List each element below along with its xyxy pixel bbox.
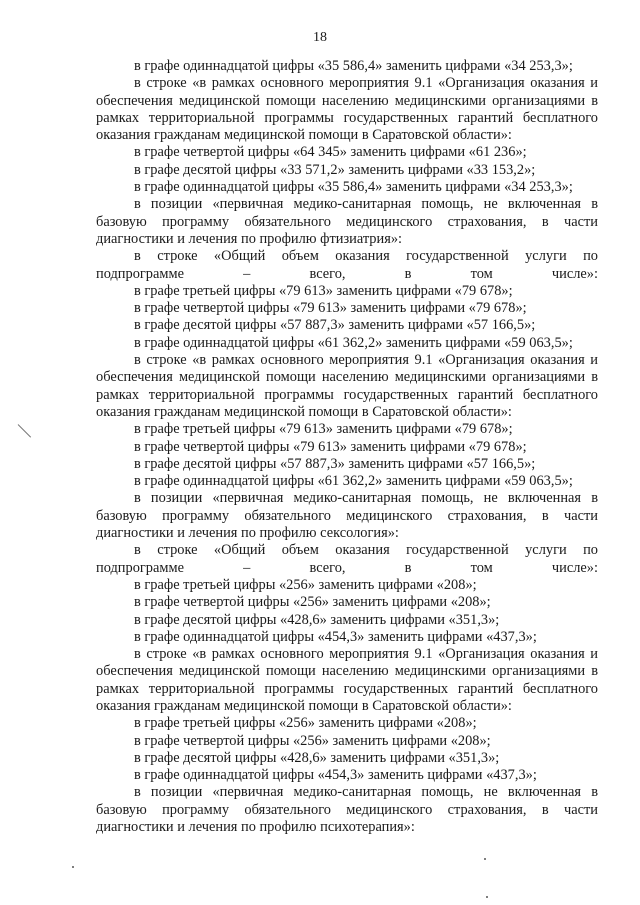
paragraph: в строке «Общий объем оказания государственной услуги по подпрограмме – всего, в том числе»: (96, 542, 598, 576)
paragraph: в графе третьей цифры «79 613» заменить цифрами «79 678»; (134, 421, 513, 438)
paragraph: в строке «Общий объем оказания государственной услуги по подпрограмме – всего, в том числе»: (96, 248, 598, 282)
paragraph: в графе одиннадцатой цифры «35 586,4» заменить цифрами «34 253,3»; (134, 179, 573, 196)
paragraph: в позиции «первичная медико-санитарная помощь, не включенная в базовую программу обязательного медицинского страхования, в части диагностики и лечения по профилю психотерапия»: (96, 784, 598, 836)
paragraph: в позиции «первичная медико-санитарная помощь, не включенная в базовую программу обязательного медицинского страхования, в части диагностики и лечения по профилю сексология»: (96, 490, 598, 542)
paragraph: в графе одиннадцатой цифры «454,3» заменить цифрами «437,3»; (134, 628, 537, 645)
paragraph: в графе третьей цифры «256» заменить цифрами «208»; (134, 715, 477, 732)
paragraph: в строке «в рамках основного мероприятия 9.1 «Организация оказания и обеспечения медицинской помощи населению медицинскими организациями в рамках территориальной программы государственных гарантий бесплатного оказания гражданам медицинской помощи в Саратовской области»: (96, 646, 598, 714)
paragraph: в графе десятой цифры «428,6» заменить цифрами «351,3»; (134, 611, 500, 628)
paragraph: в графе десятой цифры «57 887,3» заменить цифрами «57 166,5»; (134, 317, 536, 334)
paragraph: в графе десятой цифры «428,6» заменить цифрами «351,3»; (134, 749, 500, 766)
paragraph: в графе одиннадцатой цифры «35 586,4» заменить цифрами «34 253,3»; (134, 58, 573, 74)
document-body (96, 58, 598, 836)
paragraph: в графе четвертой цифры «79 613» заменить цифрами «79 678»; (134, 438, 527, 455)
paragraph: в графе четвертой цифры «256» заменить цифрами «208»; (134, 732, 491, 749)
paragraph: в графе четвертой цифры «79 613» заменить цифрами «79 678»; (134, 300, 527, 317)
paragraph: в графе третьей цифры «256» заменить цифрами «208»; (134, 576, 477, 593)
paragraph: в графе четвертой цифры «64 345» заменить цифрами «61 236»; (134, 144, 527, 161)
scan-artifact-dot (486, 896, 488, 898)
page-number: 18 (313, 30, 327, 45)
paragraph: в графе одиннадцатой цифры «454,3» заменить цифрами «437,3»; (134, 767, 537, 784)
paragraph: в позиции «первичная медико-санитарная помощь, не включенная в базовую программу обязательного медицинского страхования, в части диагностики и лечения по профилю фтизиатрия»: (96, 196, 598, 247)
paragraph: в строке «в рамках основного мероприятия 9.1 «Организация оказания и обеспечения медицинской помощи населению медицинскими организациями в рамках территориальной программы государственных гарантий бесплатного оказания гражданам медицинской помощи в Саратовской области»: (96, 75, 598, 144)
paragraph: в графе одиннадцатой цифры «61 362,2» заменить цифрами «59 063,5»; (134, 473, 573, 490)
paragraph: в графе десятой цифры «33 571,2» заменить цифрами «33 153,2»; (134, 161, 536, 178)
paragraph: в графе одиннадцатой цифры «61 362,2» заменить цифрами «59 063,5»; (134, 334, 573, 351)
paragraph: в графе десятой цифры «57 887,3» заменить цифрами «57 166,5»; (134, 455, 536, 472)
scan-artifact-dot (484, 858, 486, 860)
scan-artifact-line (18, 424, 31, 437)
paragraph: в строке «в рамках основного мероприятия 9.1 «Организация оказания и обеспечения медицинской помощи населению медицинскими организациями в рамках территориальной программы государственных гарантий бесплатного оказания гражданам медицинской помощи в Саратовской области»: (96, 352, 598, 420)
paragraph: в графе четвертой цифры «256» заменить цифрами «208»; (134, 594, 491, 611)
paragraph: в графе третьей цифры «79 613» заменить цифрами «79 678»; (134, 282, 513, 299)
scan-artifact-dot (72, 866, 74, 868)
